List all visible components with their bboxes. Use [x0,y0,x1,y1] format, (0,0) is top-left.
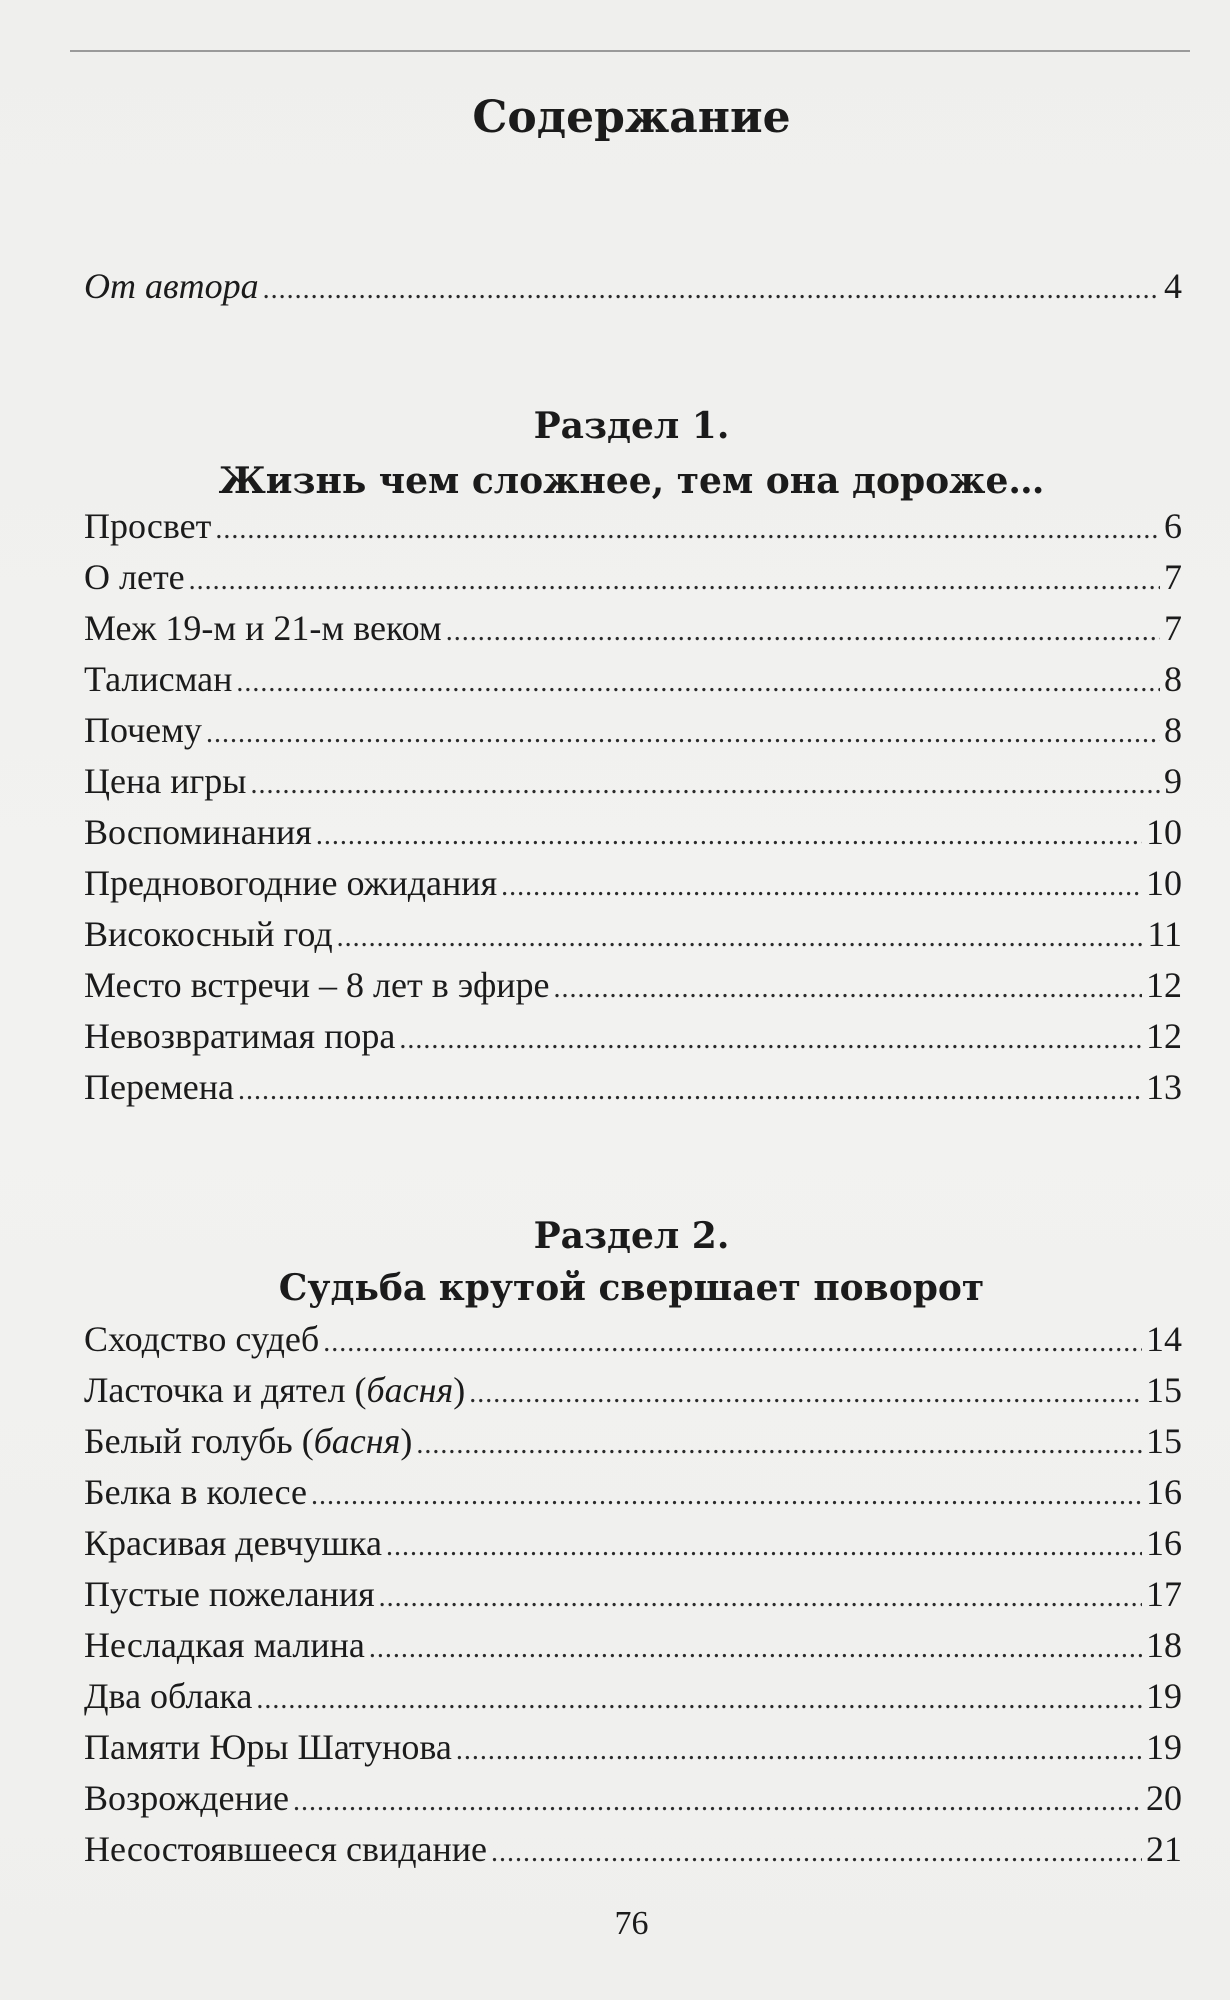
toc-entry [84,1522,1182,1573]
paren-close: ) [400,1421,413,1461]
toc-entry-page: 19 [1146,1676,1182,1716]
toc-entry-page: 17 [1146,1574,1182,1614]
section-1-subtitle: Жизнь чем сложнее, тем она дороже… [218,460,1045,502]
leader-dots [369,1633,1142,1665]
toc-entry-title: Цена игры [84,761,247,801]
toc-entry [84,1318,1182,1369]
toc-entry-page: 8 [1164,710,1182,750]
toc-entry-title: Несостоявшееся свидание [84,1829,488,1869]
toc-entry-intro [84,265,1182,316]
leader-dots [263,274,1160,306]
toc-entry-label [84,505,211,547]
toc-entry-title: Возрождение [84,1778,290,1818]
toc-entry-label [84,1726,452,1768]
toc-entry-label [84,913,333,955]
toc-entry [84,1675,1182,1726]
paren-open: ( [292,1421,314,1461]
toc-entry-page: 15 [1146,1421,1182,1461]
toc-entry-label [84,1624,365,1666]
toc-entry-label [84,1369,465,1411]
toc-entry-page: 21 [1146,1829,1182,1869]
toc-entry [84,1777,1182,1828]
toc-entry-page: 4 [1164,266,1182,306]
toc-entry-label [84,1420,412,1462]
toc-entry-title: Перемена [84,1067,234,1107]
toc-entry-label [84,1777,289,1819]
page-number: 76 [614,1905,649,1942]
leader-dots [416,1429,1142,1461]
toc-entry-page: 10 [1146,812,1182,852]
toc-entry-title: Сходство судеб [84,1319,320,1359]
toc-entry-label: От автора [84,266,259,306]
toc-entry [84,760,1182,811]
toc-entry-label [84,1675,252,1717]
toc-entry-page: 19 [1146,1727,1182,1767]
leader-dots [469,1378,1142,1410]
toc-entry-label [84,607,442,649]
leader-dots [501,871,1142,903]
toc-entry-title: Предновогодние ожидания [84,863,498,903]
leader-dots [386,1531,1142,1563]
toc-entry-title: Белый голубь [84,1421,293,1461]
leader-dots [316,820,1142,852]
toc-entry-title: Просвет [84,506,212,546]
toc-entry-label [84,1522,382,1564]
toc-entry-page: 6 [1164,506,1182,546]
toc-entry [84,1066,1182,1117]
toc-entry-note: басня [313,1421,401,1461]
toc-entry-page: 7 [1164,557,1182,597]
section-2-subtitle: Судьба крутой свершает поворот [278,1267,985,1309]
toc-entry-title: О лете [84,557,185,597]
toc-entry [84,1726,1182,1777]
toc-entry-page: 18 [1146,1625,1182,1665]
leader-dots [337,922,1144,954]
toc-entry-note: басня [366,1370,454,1410]
paren-open: ( [345,1370,367,1410]
toc-entry-label [84,964,550,1006]
section-1-list [84,505,1182,1117]
toc-entry [84,505,1182,556]
leader-dots [323,1327,1142,1359]
toc-entry-title: Красивая девчушка [84,1523,382,1563]
toc-entry-title: Несладкая малина [84,1625,365,1665]
toc-entry-page: 16 [1146,1523,1182,1563]
toc-entry-title: Меж 19-м и 21-м веком [84,608,442,648]
leader-dots [215,514,1160,546]
toc-entry-title: Ласточка и дятел [84,1370,346,1410]
leader-dots [238,1075,1142,1107]
toc-entry-label [84,862,497,904]
toc-entry-page: 9 [1164,761,1182,801]
toc-entry-page: 14 [1146,1319,1182,1359]
toc-entry [84,1420,1182,1471]
toc-entry [84,1828,1182,1879]
toc-entry-page: 12 [1146,965,1182,1005]
toc-entry-title: Талисман [84,659,233,699]
header-rule [70,50,1190,52]
toc-entry-title: Пустые пожелания [84,1574,375,1614]
toc-entry [84,1369,1182,1420]
leader-dots [311,1480,1142,1512]
toc-entry-page: 12 [1146,1016,1182,1056]
toc-entry-label [84,811,312,853]
leader-dots [491,1837,1142,1869]
toc-entry [84,1573,1182,1624]
leader-dots [456,1735,1142,1767]
toc-entry-page: 15 [1146,1370,1182,1410]
leader-dots [250,769,1160,801]
toc-entry-title: Воспоминания [84,812,312,852]
toc-entry-label [84,1066,234,1108]
toc-entry [84,811,1182,862]
toc-entry-title: Невозвратимая пора [84,1016,396,1056]
toc-entry [84,1471,1182,1522]
toc-entry-label [84,1828,487,1870]
toc-entry-label [84,760,246,802]
leader-dots [554,973,1142,1005]
leader-dots [189,565,1160,597]
toc-entry-label [84,1471,307,1513]
toc-entry-page: 10 [1146,863,1182,903]
toc-entry [84,1015,1182,1066]
leader-dots [256,1684,1142,1716]
leader-dots [206,718,1160,750]
leader-dots [379,1582,1142,1614]
page-title: Содержание [472,92,791,143]
toc-entry [84,709,1182,760]
toc-entry-page: 13 [1146,1067,1182,1107]
section-2-list [84,1318,1182,1879]
toc-entry-title: Памяти Юры Шатунова [84,1727,452,1767]
toc-entry-title: Почему [84,710,202,750]
toc-entry-page: 8 [1164,659,1182,699]
toc-entry-label [84,709,202,751]
toc-entry-page: 16 [1146,1472,1182,1512]
toc-entry-page: 11 [1147,914,1182,954]
toc-entry-page: 20 [1146,1778,1182,1818]
leader-dots [399,1024,1142,1056]
toc-entry [84,607,1182,658]
leader-dots [236,667,1160,699]
toc-entry [84,556,1182,607]
toc-entry-label [84,1573,375,1615]
leader-dots [446,616,1160,648]
toc-entry-label [84,1015,395,1057]
toc-entry [84,1624,1182,1675]
toc-entry [84,913,1182,964]
toc-entry [84,964,1182,1015]
toc-entry-label [84,658,232,700]
toc-entry-title: Два облака [84,1676,253,1716]
toc-entry-page: 7 [1164,608,1182,648]
toc-entry-title: Белка в колесе [84,1472,307,1512]
toc-entry [84,862,1182,913]
paren-close: ) [453,1370,466,1410]
section-1-heading: Раздел 1. [533,405,730,447]
toc-entry-label [84,556,185,598]
toc-entry-title: Место встречи – 8 лет в эфире [84,965,550,1005]
toc-entry [84,658,1182,709]
leader-dots [293,1786,1142,1818]
toc-entry-label [84,1318,319,1360]
section-2-heading: Раздел 2. [533,1215,730,1257]
intro-list [84,265,1182,316]
toc-entry-title: Високосный год [84,914,333,954]
